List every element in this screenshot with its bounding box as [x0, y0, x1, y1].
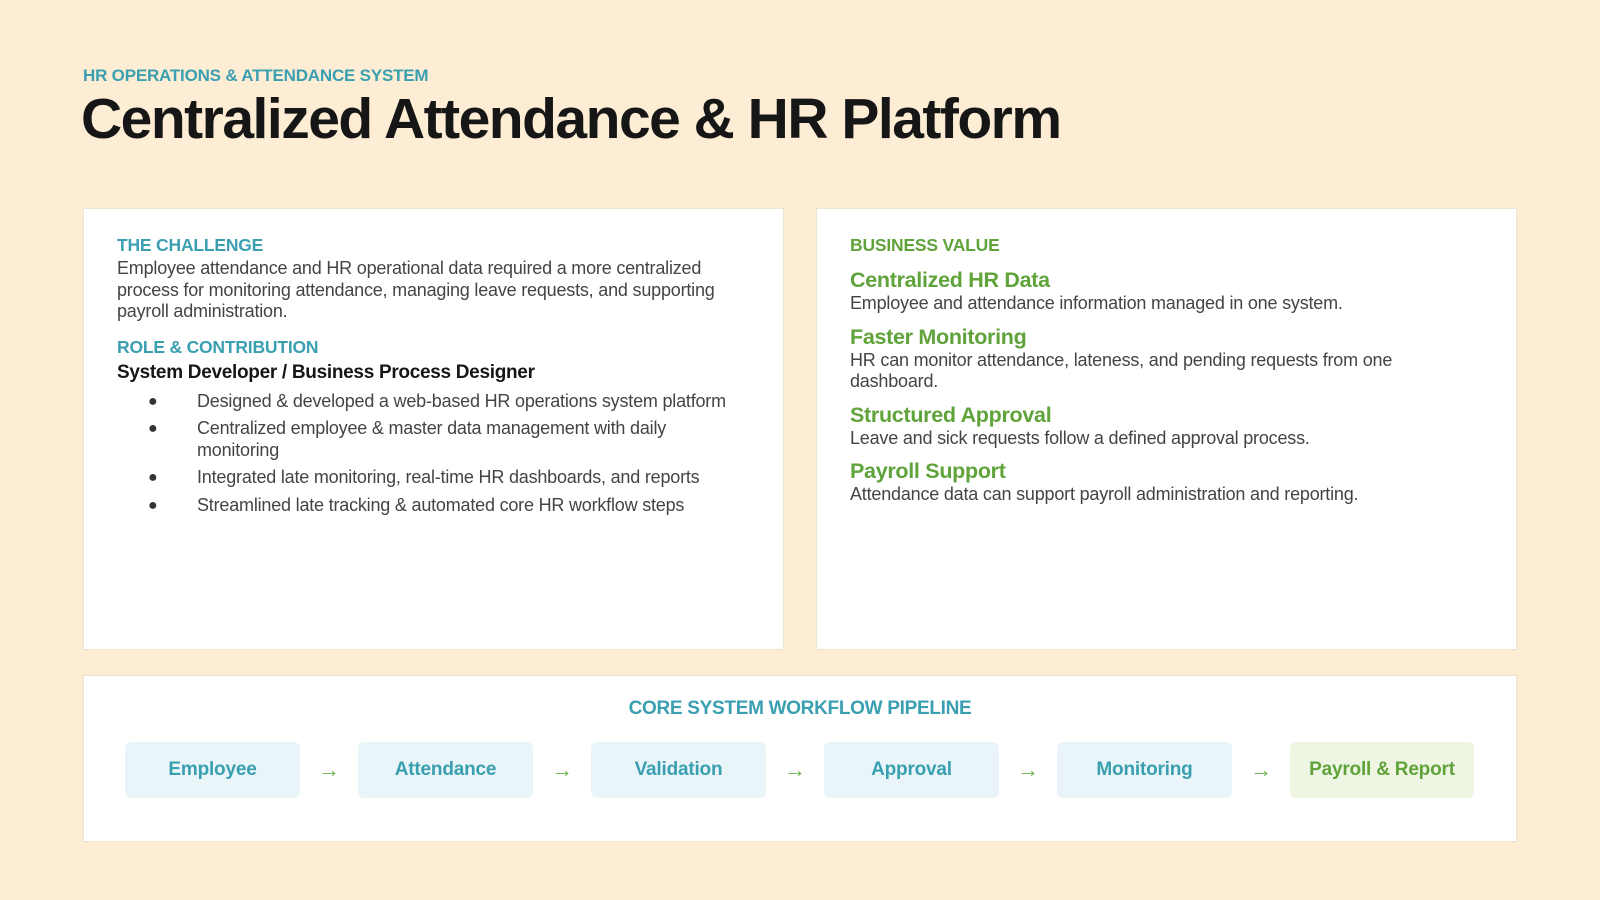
kicker: HR OPERATIONS & ATTENDANCE SYSTEM [83, 66, 429, 85]
list-item [117, 391, 750, 413]
pipeline-step-payroll-report: Payroll & Report [1290, 742, 1474, 798]
business-value-card [816, 208, 1517, 650]
value-item [850, 459, 1483, 506]
challenge-card [83, 208, 784, 650]
pipeline-step-validation: Validation [591, 742, 766, 798]
list-item-text: Designed & developed a web-based HR operations system platform [197, 390, 726, 411]
pipeline-card [83, 675, 1517, 842]
list-item-text: Integrated late monitoring, real-time HR dashboards, and reports [197, 467, 700, 487]
list-item-text: Centralized employee & master data management with daily monitoring [197, 418, 667, 460]
value-item [850, 403, 1483, 450]
challenge-label: THE CHALLENGE [117, 235, 264, 255]
bullet-icon: ● [148, 392, 158, 410]
value-title: Faster Monitoring [850, 324, 1027, 349]
value-desc: HR can monitor attendance, lateness, and pending requests from one dashboard. [850, 349, 1393, 391]
role-label: ROLE & CONTRIBUTION [117, 336, 319, 357]
value-item [850, 325, 1483, 393]
list-item [117, 467, 750, 489]
bullet-icon: ● [148, 496, 158, 514]
value-desc: Attendance data can support payroll administration and reporting. [850, 484, 1359, 504]
arrow-right-icon: → [318, 757, 340, 782]
value-desc: Employee and attendance information managed in one system. [850, 293, 1343, 313]
list-item-text: Streamlined late tracking & automated core HR workflow steps [197, 494, 685, 515]
list-item [117, 418, 750, 461]
value-title: Payroll Support [850, 459, 1006, 483]
pipeline-step-approval: Approval [824, 742, 999, 798]
arrow-right-icon: → [1017, 757, 1039, 782]
bullet-icon: ● [148, 420, 158, 437]
contribution-list [117, 391, 750, 517]
pipeline [125, 742, 1474, 798]
bullet-icon: ● [148, 469, 158, 486]
role-title: System Developer / Business Process Designer [117, 361, 535, 383]
list-item [117, 495, 750, 517]
business-value-label: BUSINESS VALUE [850, 235, 1000, 255]
pipeline-step-monitoring: Monitoring [1057, 742, 1232, 798]
arrow-right-icon: → [1250, 757, 1272, 782]
challenge-text: Employee attendance and HR operational data required a more centralized process for monitoring attendance, managing leave requests, and supporting payroll administration. [117, 258, 715, 321]
value-desc: Leave and sick requests follow a defined approval process. [850, 427, 1310, 448]
arrow-right-icon: → [551, 757, 573, 782]
arrow-right-icon: → [784, 757, 806, 782]
pipeline-title: CORE SYSTEM WORKFLOW PIPELINE [628, 698, 972, 719]
pipeline-step-employee: Employee [125, 742, 300, 798]
pipeline-step-attendance: Attendance [358, 742, 533, 798]
value-title: Centralized HR Data [850, 268, 1050, 292]
value-title: Structured Approval [850, 402, 1052, 427]
value-item [850, 268, 1483, 315]
page-title: Centralized Attendance & HR Platform [81, 87, 1061, 151]
